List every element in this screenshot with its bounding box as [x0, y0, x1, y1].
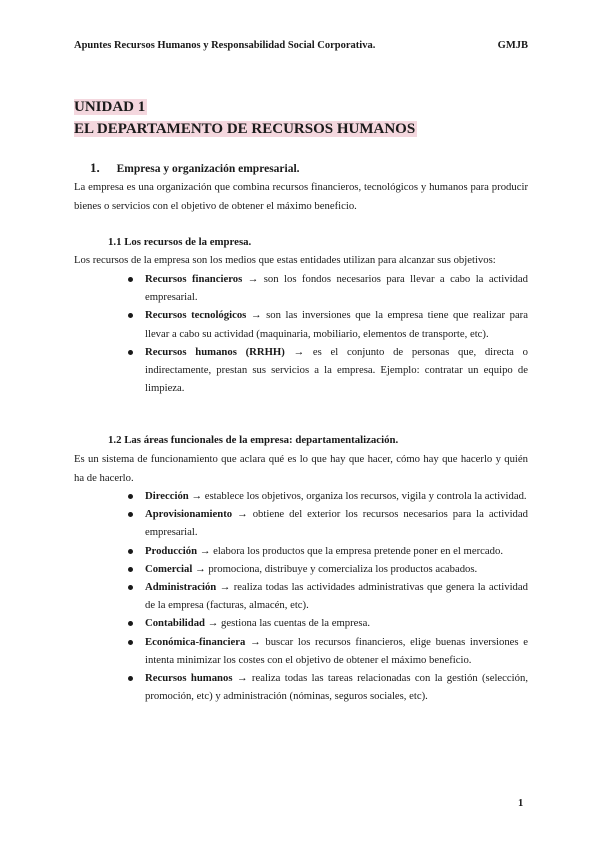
list-item	[128, 560, 528, 578]
list-item-term: Administración	[145, 581, 217, 594]
list-item-desc: → establece los objetivos, organiza los recursos, vigila y controla la actividad.	[188, 490, 527, 502]
list-item-term: Económica-financiera	[145, 635, 246, 648]
list-item-desc: → buscar los recursos financieros, elige buenas inversiones e intenta minimizar los costes con el objetivo de obtener el máximo beneficio.	[145, 635, 528, 666]
list-item-term: Recursos financieros	[145, 273, 243, 285]
bullet-icon	[128, 549, 133, 554]
section-title: Empresa y organización empresarial.	[116, 163, 300, 175]
page-header	[74, 40, 528, 51]
list-item-desc: → son las inversiones que la empresa tiene que realizar para llevar a cabo su actividad (maquinaria, mobiliario, elementos de transporte, etc).	[145, 309, 528, 340]
subsection-2-heading: 1.2 Las áreas funcionales de la empresa: departamentalización.	[108, 434, 399, 446]
list-item-term: Aprovisionamiento	[145, 508, 233, 521]
list-item	[128, 669, 528, 705]
list-item-term: Comercial	[145, 562, 193, 575]
list-item-desc: → gestiona las cuentas de la empresa.	[205, 617, 371, 630]
header-title: Apuntes Recursos Humanos y Responsabilidad Social Corporativa.	[74, 40, 376, 51]
list-item	[128, 270, 528, 306]
list-item	[128, 614, 528, 632]
bullet-icon	[128, 676, 133, 681]
list-item-desc: → realiza todas las actividades administrativas que genera la actividad de la empresa (facturas, almacén, etc).	[145, 581, 528, 612]
list-item-desc: → es el conjunto de personas que, directa o indirectamente, prestan sus servicios a la empresa. Ejemplo: contratar un equipo de limpieza.	[145, 345, 528, 395]
bullet-icon	[128, 350, 133, 355]
bullet-icon	[128, 567, 133, 572]
header-initials: GMJB	[497, 40, 528, 51]
list-item-desc: → promociona, distribuye y comercializa los productos acabados.	[192, 562, 478, 575]
list-item-desc: → obtiene del exterior los recursos necesarios para la actividad empresarial.	[145, 508, 528, 539]
resources-list	[128, 270, 528, 397]
list-item-desc: → elabora los productos que la empresa pretende poner en el mercado.	[197, 544, 504, 557]
subsection-2-intro: Es un sistema de funcionamiento que aclara qué es lo que hay que hacer, cómo hay que hacerlo y quién ha de hacerlo.	[74, 453, 528, 484]
bullet-icon	[128, 277, 133, 282]
list-item-term: Producción	[145, 544, 198, 557]
list-item-term: Contabilidad	[145, 617, 205, 630]
list-item-term: Recursos humanos (RRHH)	[145, 345, 285, 358]
page-number: 1	[518, 798, 524, 809]
unit-number: UNIDAD 1	[74, 99, 146, 115]
list-item	[128, 578, 528, 614]
list-item	[128, 306, 528, 342]
list-item-term: Recursos humanos	[145, 672, 233, 685]
bullet-icon	[128, 621, 133, 626]
list-item	[128, 487, 528, 505]
list-item	[128, 505, 528, 541]
list-item	[128, 633, 528, 669]
bullet-icon	[128, 585, 133, 590]
unit-heading	[74, 96, 417, 140]
bullet-icon	[128, 512, 133, 517]
subsection-1-heading: 1.1 Los recursos de la empresa.	[108, 236, 252, 248]
bullet-icon	[128, 313, 133, 318]
subsection-1-intro: Los recursos de la empresa son los medios que estas entidades utilizan para alcanzar sus objetivos:	[74, 254, 496, 266]
section-number: 1.	[90, 160, 100, 175]
bullet-icon	[128, 640, 133, 645]
section-heading	[90, 160, 300, 176]
list-item-desc: → son los fondos necesarios para llevar a cabo la actividad empresarial.	[145, 273, 528, 304]
unit-title: EL DEPARTAMENTO DE RECURSOS HUMANOS	[74, 121, 416, 137]
list-item-desc: → realiza todas las tareas relacionadas con la gestión (selección, promoción, etc) y administración (nóminas, seguros sociales, etc).	[145, 672, 528, 703]
bullet-icon	[128, 494, 133, 499]
list-item-term: Dirección	[145, 490, 189, 502]
departments-list	[128, 487, 528, 705]
list-item-term: Recursos tecnológicos	[145, 309, 247, 322]
list-item	[128, 542, 528, 560]
list-item	[128, 343, 528, 398]
section-paragraph: La empresa es una organización que combina recursos financieros, tecnológicos y humanos para producir bienes o servicios con el objetivo de obtener el máximo beneficio.	[74, 181, 528, 212]
